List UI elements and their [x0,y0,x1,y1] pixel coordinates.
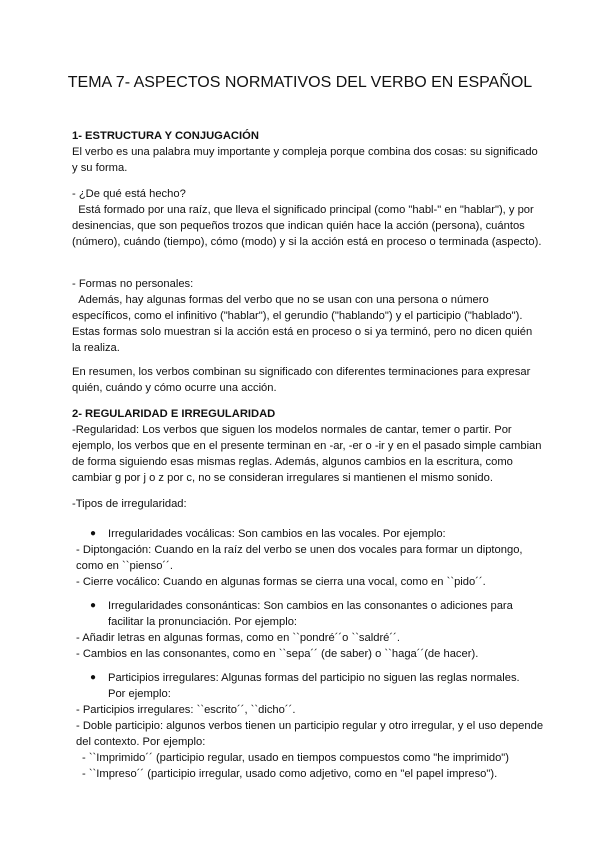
section-1-intro: El verbo es una palabra muy importante y compleja porque combina dos cosas: su significado y su forma. [72,146,538,174]
tipos-heading: -Tipos de irregularidad: [72,498,187,510]
question-1: - ¿De qué está hecho? [72,188,186,200]
question-1-text: Está formado por una raíz, que lleva el significado principal (como "habl-" en "hablar"), y por desinencias, que son pequeños trozos que indican quién hace la acción (persona), cuántos (número), cuándo (tiempo), cómo (modo) y si la acción está en proceso o terminada (aspecto). [72,204,542,248]
bullet-text: Irregularidades consonánticas: Son cambios en las consonantes o adiciones para facilitar la pronunciación. Por ejemplo: [108,600,513,628]
list-item: - Cierre vocálico: Cuando en algunas formas se cierra una vocal, como en ``pido´´. [76,576,486,588]
list-item: - Diptongación: Cuando en la raíz del verbo se unen dos vocales para formar un diptongo, como en ``pienso´´. [76,544,523,572]
bullet-icon: ● [90,600,97,611]
question-2: - Formas no personales: [72,278,194,290]
list-item: - ``Imprimido´´ (participio regular, usado en tiempos compuestos como "he imprimido") [82,752,510,764]
bullet-text: Irregularidades vocálicas: Son cambios en las vocales. Por ejemplo: [108,528,446,540]
list-item: - Participios irregulares: ``escrito´´, ``dicho´´. [76,704,296,716]
section-1-summary: En resumen, los verbos combinan su significado con diferentes terminaciones para expresar quién, cuándo y cómo ocurre una acción. [72,366,531,394]
document-title: TEMA 7- ASPECTOS NORMATIVOS DEL VERBO EN ESPAÑOL [67,74,533,91]
list-item: - Añadir letras en algunas formas, como en ``pondré´´o ``saldré´´. [76,632,400,644]
bullet-item-participios [90,670,540,702]
question-2-text: Además, hay algunas formas del verbo que no se usan con una persona o número específicos, como el infinitivo ("hablar"), el gerundio ("hablando") y el participio ("hablado"). Estas formas solo muestran si la acción está en proceso o si ya terminó, pero no dicen quién la realiza. [72,294,536,354]
list-item: - ``Impreso´´ (participio irregular, usado como adjetivo, como en "el papel impreso"). [82,768,498,780]
bullet-icon: ● [90,528,97,539]
regularidad-paragraph: -Regularidad: Los verbos que siguen los modelos normales de cantar, temer o partir. Por ejemplo, los verbos que en el presente terminan en -ar, -er o -ir y en el pasado simple cambian de forma siguiendo esas mismas reglas. Además, algunos cambios en la escritura, como cambiar g por j o z por c, no se consideran irregulares si mantienen el mismo sonido. [72,424,542,484]
section-2-heading: 2- REGULARIDAD E IRREGULARIDAD [72,408,276,420]
bullet-text: Participios irregulares: Algunas formas del participio no siguen las reglas normales. Por ejemplo: [108,672,520,700]
list-item: - Doble participio: algunos verbos tienen un participio regular y otro irregular, y el uso depende del contexto. Por ejemplo: [76,720,544,748]
bullet-item-consonanticas [90,598,540,630]
bullet-item-vocalicas [90,526,540,542]
list-item: - Cambios en las consonantes, como en ``sepa´´ (de saber) o ``haga´´(de hacer). [76,648,479,660]
bullet-icon: ● [90,672,97,683]
section-1-heading: 1- ESTRUCTURA Y CONJUGACIÓN [72,130,259,142]
